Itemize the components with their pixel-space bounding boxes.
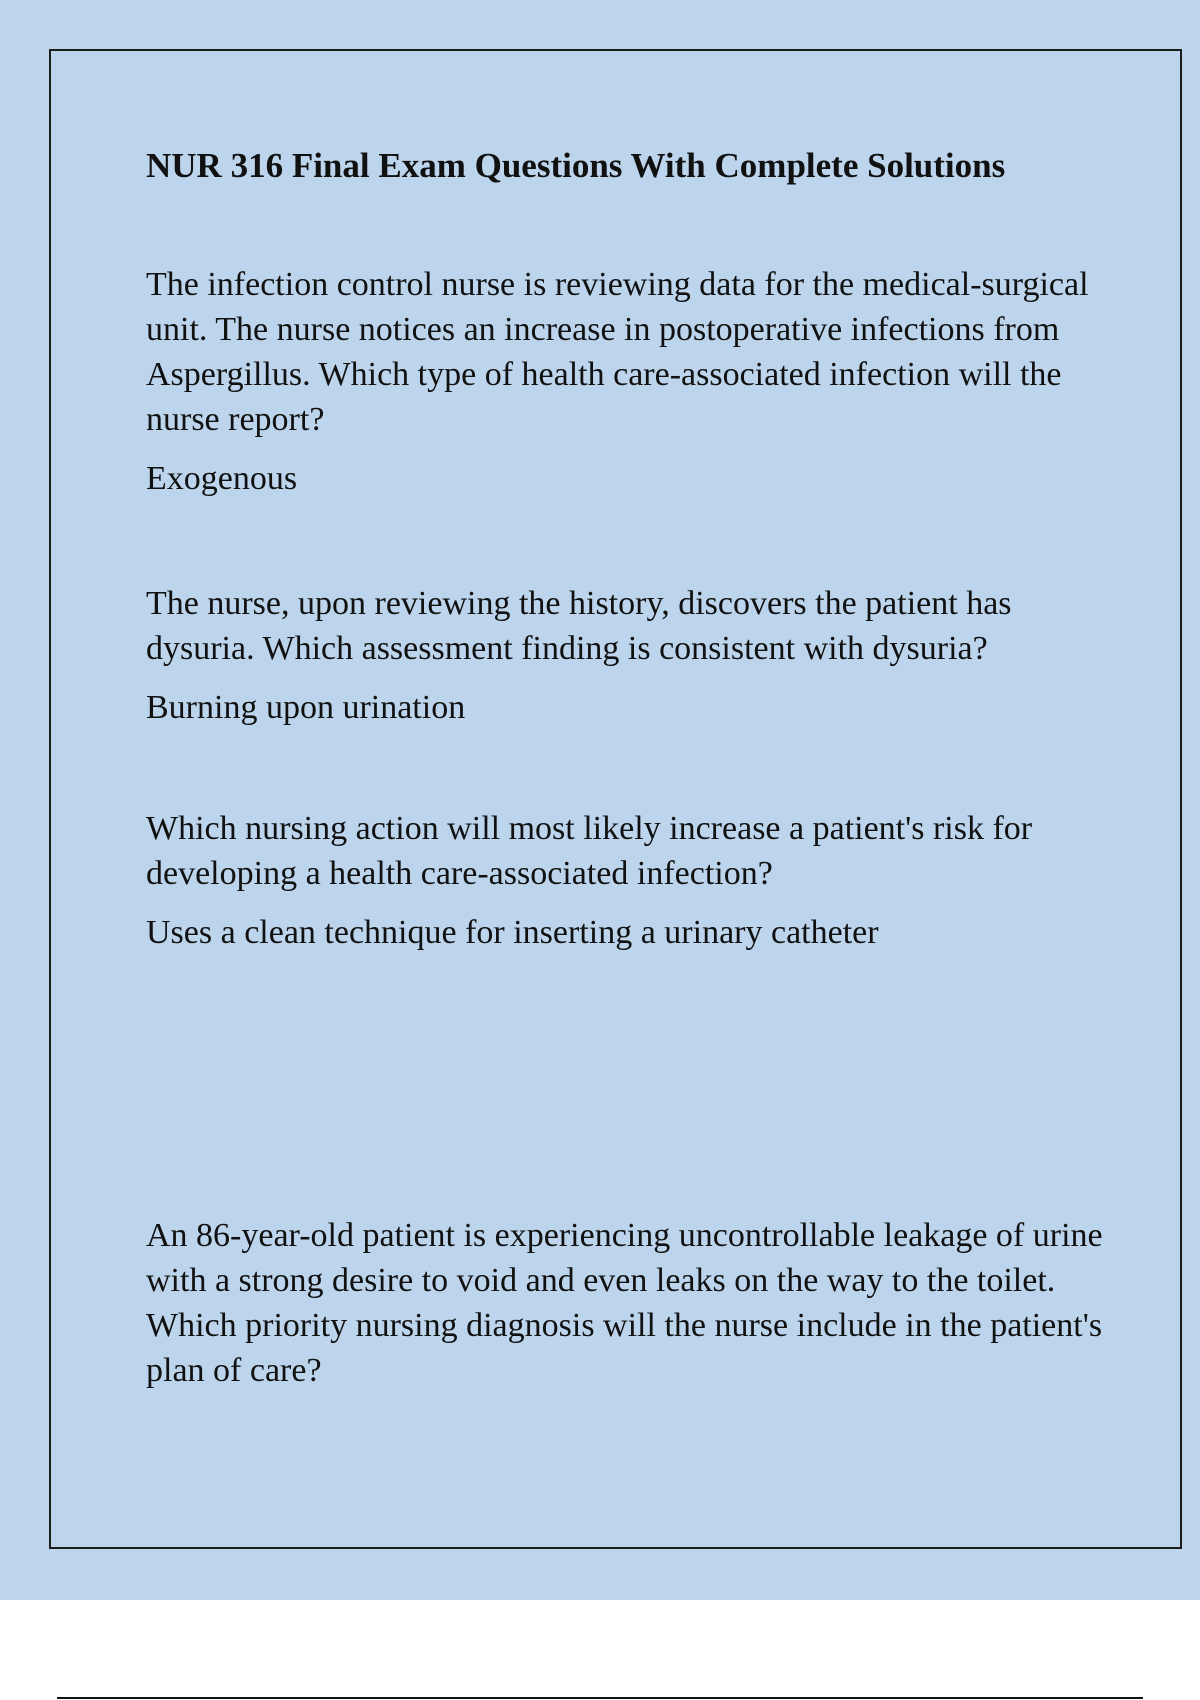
- question-text-3: Which nursing action will most likely increase a patient's risk for developing a health care-associated infection?: [146, 810, 1033, 892]
- question-block-1: [146, 262, 1106, 501]
- question-block-4: [146, 1213, 1106, 1393]
- page-title: NUR 316 Final Exam Questions With Complete Solutions: [146, 146, 1006, 185]
- answer-text-3: Uses a clean technique for inserting a urinary catheter: [146, 914, 879, 951]
- question-block-3: [146, 806, 1106, 955]
- question-text-4: An 86-year-old patient is experiencing uncontrollable leakage of urine with a strong desire to void and even leaks on the way to the toilet. Which priority nursing diagnosis will the nurse include in the patient's plan of care?: [146, 1217, 1103, 1389]
- page-divider-line: [57, 1697, 1143, 1699]
- document-content: [146, 144, 1106, 1393]
- question-text-2: The nurse, upon reviewing the history, discovers the patient has dysuria. Which assessment finding is consistent with dysuria?: [146, 585, 1012, 667]
- answer-text-2: Burning upon urination: [146, 689, 466, 726]
- question-text-1: The infection control nurse is reviewing data for the medical-surgical unit. The nurse notices an increase in postoperative infections from Aspergillus. Which type of health care-associated infection will the nurse report?: [146, 266, 1089, 438]
- answer-text-1: Exogenous: [146, 460, 298, 497]
- question-block-2: [146, 581, 1106, 730]
